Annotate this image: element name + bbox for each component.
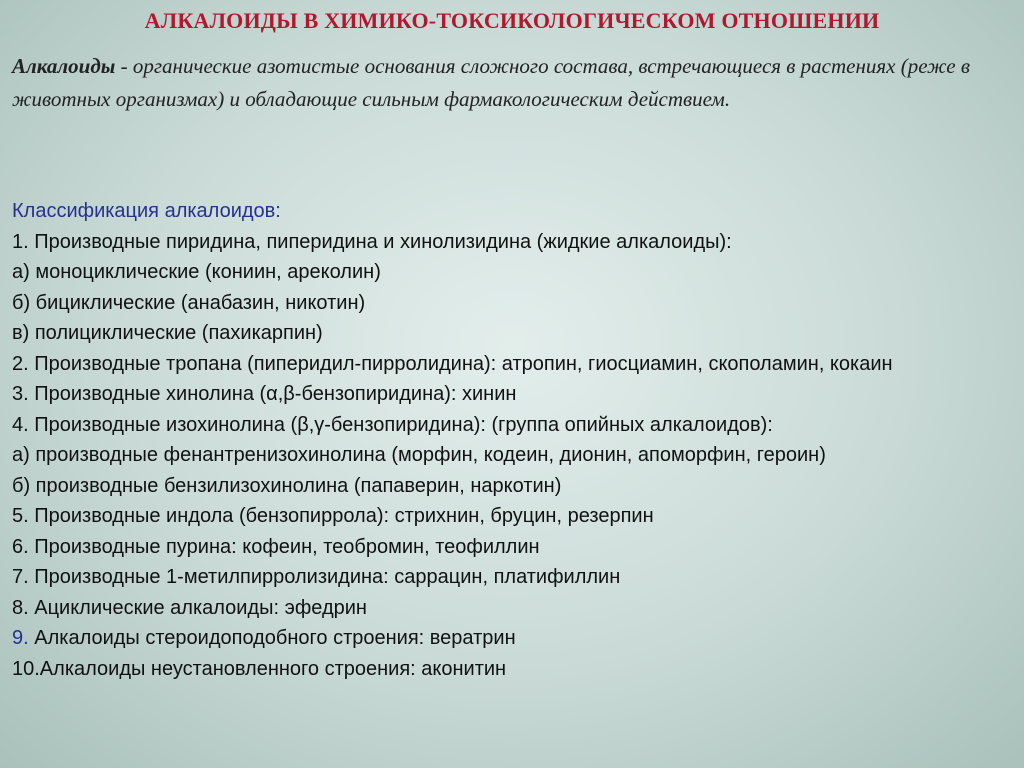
list-item-10: 10.Алкалоиды неустановленного строения: аконитин (12, 657, 507, 680)
list-item-5: 5. Производные индола (бензопиррола): стрихнин, бруцин, резерпин (12, 505, 654, 527)
classification-list (12, 196, 1012, 684)
list-item-7: 7. Производные 1-метилпирролизидина: саррацин, платифиллин (12, 566, 621, 588)
list-item-4a: а) производные фенантренизохинолина (морфин, кодеин, дионин, апоморфин, героин) (12, 444, 826, 466)
list-item-6: 6. Производные пурина: кофеин, теобромин, теофиллин (12, 535, 540, 558)
list-item-4: 4. Производные изохинолина (β,γ-бензопиридина): (группа опийных алкалоидов): (12, 413, 773, 436)
list-item-3: 3. Производные хинолина (α,β-бензопиридина): хинин (12, 383, 517, 405)
list-item-4b: б) производные бензилизохинолина (папаверин, наркотин) (12, 474, 562, 497)
list-item-1: 1. Производные пиридина, пиперидина и хинолизидина (жидкие алкалоиды): (12, 230, 732, 253)
list-item-9-text: Алкалоиды стероидоподобного строения: вератрин (28, 627, 516, 649)
slide-title: АЛКАЛОИДЫ В ХИМИКО-ТОКСИКОЛОГИЧЕСКОМ ОТНОШЕНИИ (144, 8, 880, 33)
classification-heading: Классификация алкалоидов: (12, 200, 281, 222)
list-item-2: 2. Производные тропана (пиперидил-пирролидина): атропин, гиосциамин, скополамин, кокаин (12, 352, 893, 375)
definition-text: - органические азотистые основания сложного состава, встречающиеся в растениях (реже в животных организмах) и обладающие сильным фармакологическим действием. (12, 54, 970, 111)
list-item-8: 8. Ациклические алкалоиды: эфедрин (12, 596, 367, 619)
list-item-9-number: 9. (12, 627, 29, 649)
definition-term: Алкалоиды (12, 54, 116, 78)
list-item-1b: б) бициклические (анабазин, никотин) (12, 291, 366, 314)
definition-paragraph (12, 50, 1012, 116)
list-item-9 (12, 623, 1012, 654)
list-item-1c: в) полициклические (пахикарпин) (12, 322, 323, 344)
list-item-1a: а) моноциклические (кониин, ареколин) (12, 261, 381, 283)
